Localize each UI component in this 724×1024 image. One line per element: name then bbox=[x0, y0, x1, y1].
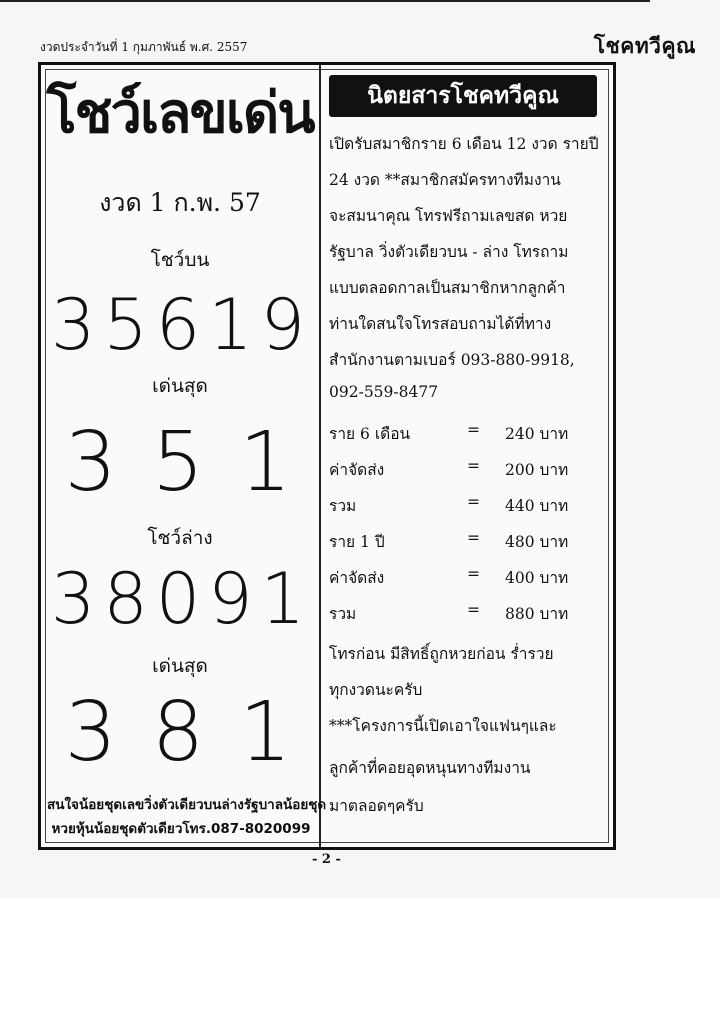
page-number: - 2 - bbox=[312, 852, 341, 867]
paragraph-line: จะสมนาคุณ โทรฟรีถามเลขสด หวย bbox=[329, 207, 568, 225]
top-number: 5 bbox=[103, 284, 148, 366]
closing-line: ทุกงวดนะครับ bbox=[329, 681, 423, 699]
top-number: 1 bbox=[208, 284, 253, 366]
issue-date-header: งวดประจำวันที่ 1 กุมภาพันธ์ พ.ศ. 2557 bbox=[40, 40, 248, 54]
bottom-best-number: 8 bbox=[151, 685, 205, 780]
top-best-number: 3 bbox=[64, 415, 117, 510]
paragraph-line: 092-559-8477 bbox=[329, 383, 439, 401]
content-frame bbox=[38, 62, 616, 850]
price-amount: 400 บาท bbox=[505, 569, 569, 587]
top-best-numbers-row bbox=[47, 415, 309, 511]
price-label: ค่าจัดส่ง bbox=[329, 569, 385, 587]
price-equals: = bbox=[467, 421, 480, 439]
footer-contact-line-2: หวยหุ้นน้อยชุดตัวเดียวโทร.087-8020099 bbox=[51, 821, 311, 837]
paragraph-line: ท่านใดสนใจโทรสอบถามได้ที่ทาง bbox=[329, 315, 552, 333]
price-equals: = bbox=[467, 529, 480, 547]
price-label: ค่าจัดส่ง bbox=[329, 461, 385, 479]
top-best-number: 5 bbox=[151, 415, 205, 510]
bottom-best-label: เด่นสุด bbox=[152, 655, 208, 677]
top-number: 3 bbox=[50, 284, 96, 366]
top-number: 6 bbox=[155, 284, 201, 366]
price-label: รวม bbox=[329, 497, 357, 515]
bottom-number: 3 bbox=[50, 558, 96, 640]
lucky-numbers-column bbox=[41, 65, 327, 847]
price-equals: = bbox=[467, 457, 480, 475]
bottom-number: 0 bbox=[155, 558, 201, 640]
closing-line: ลูกค้าที่คอยอุดหนุนทางทีมงาน bbox=[329, 759, 531, 777]
bottom-number: 8 bbox=[103, 558, 148, 640]
top-numbers-row bbox=[47, 285, 309, 365]
bottom-number: 9 bbox=[208, 558, 253, 640]
price-equals: = bbox=[467, 601, 480, 619]
price-row bbox=[329, 457, 599, 483]
footer-contact-line-1: สนใจน้อยชุดเลขวิ่งตัวเดียวบนล่างรัฐบาลน้อยชุด bbox=[47, 797, 327, 813]
price-row bbox=[329, 493, 599, 519]
price-row bbox=[329, 529, 599, 555]
brand-header: โชคทวีคูณ bbox=[593, 34, 696, 58]
price-row bbox=[329, 421, 599, 447]
price-amount: 880 บาท bbox=[505, 605, 569, 623]
price-row bbox=[329, 565, 599, 591]
closing-line: ***โครงการนี้เปิดเอาใจแฟนๆและ bbox=[329, 717, 557, 735]
magazine-banner: นิตยสารโชคทวีคูณ bbox=[329, 75, 597, 117]
price-row bbox=[329, 601, 599, 627]
membership-column bbox=[323, 65, 607, 847]
closing-line: โทรก่อน มีสิทธิ์ถูกหวยก่อน ร่ำรวย bbox=[329, 645, 554, 663]
price-amount: 240 บาท bbox=[505, 425, 569, 443]
bottom-best-numbers-row bbox=[47, 685, 309, 781]
top-best-number: 1 bbox=[239, 415, 292, 510]
paragraph-line: สำนักงานตามเบอร์ 093-880-9918, bbox=[329, 351, 575, 369]
bottom-numbers-row bbox=[47, 559, 309, 639]
price-label: รวม bbox=[329, 605, 357, 623]
price-equals: = bbox=[467, 493, 480, 511]
price-label: ราย 1 ปี bbox=[329, 533, 385, 551]
bottom-best-number: 1 bbox=[239, 685, 292, 780]
price-amount: 200 บาท bbox=[505, 461, 569, 479]
price-amount: 480 บาท bbox=[505, 533, 569, 551]
price-equals: = bbox=[467, 565, 480, 583]
price-amount: 440 บาท bbox=[505, 497, 569, 515]
top-section-label: โชว์บน bbox=[150, 249, 210, 271]
bottom-section-label: โชว์ล่าง bbox=[147, 527, 213, 549]
price-label: ราย 6 เดือน bbox=[329, 425, 411, 443]
bottom-number: 1 bbox=[260, 558, 306, 640]
paragraph-line: รัฐบาล วิ่งตัวเดียวบน - ล่าง โทรถาม bbox=[329, 243, 569, 261]
paragraph-line: แบบตลอดกาลเป็นสมาชิกหากลูกค้า bbox=[329, 279, 566, 297]
closing-line: มาตลอดๆครับ bbox=[329, 797, 424, 815]
bottom-best-number: 3 bbox=[64, 685, 117, 780]
show-numbers-title: โชว์เลขเด่น bbox=[46, 81, 314, 146]
top-edge-line bbox=[0, 0, 650, 2]
top-number: 9 bbox=[260, 284, 306, 366]
paragraph-line: 24 งวด **สมาชิกสมัครทางทีมงาน bbox=[329, 171, 561, 189]
draw-date: งวด 1 ก.พ. 57 bbox=[99, 188, 261, 217]
column-divider bbox=[319, 65, 321, 847]
paragraph-line: เปิดรับสมาชิกราย 6 เดือน 12 งวด รายปี bbox=[329, 135, 599, 153]
top-best-label: เด่นสุด bbox=[152, 375, 208, 397]
